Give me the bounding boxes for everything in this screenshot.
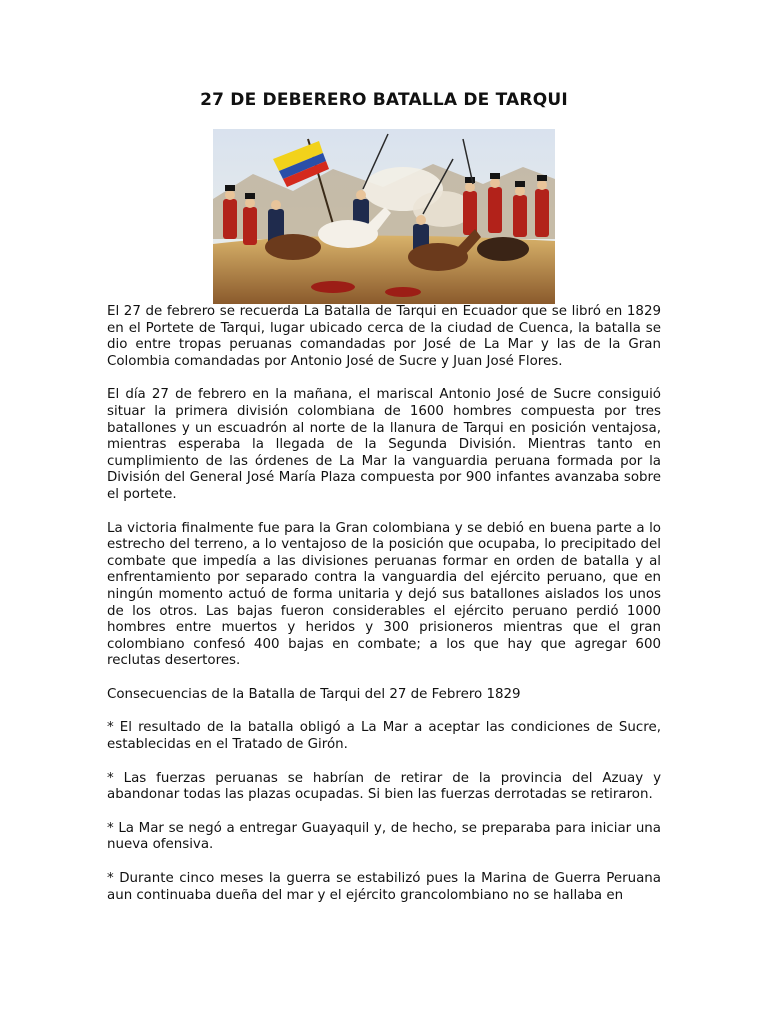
battle-painting bbox=[213, 129, 555, 304]
paragraph-consequence-3: * La Mar se negó a entregar Guayaquil y, de hecho, se preparaba para iniciar una nueva ofensiva. bbox=[107, 820, 661, 853]
document-title: 27 DE DEBERERO BATALLA DE TARQUI bbox=[200, 90, 568, 110]
paragraph-consequence-1: * El resultado de la batalla obligó a La Mar a aceptar las condiciones de Sucre, establecidas en el Tratado de Girón. bbox=[107, 720, 661, 753]
document-body bbox=[107, 304, 661, 921]
battle-painting-illustration bbox=[213, 129, 555, 304]
paragraph-intro: El 27 de febrero se recuerda La Batalla de Tarqui en Ecuador que se libró en 1829 en el Portete de Tarqui, lugar ubicado cerca de la ciudad de Cuenca, la batalla se dio entre tropas peruanas comandadas por José de La Mar y las de la Gran Colombia comandadas por Antonio José de Sucre y Juan José Flores. bbox=[107, 304, 661, 369]
paragraph-consequence-4: * Durante cinco meses la guerra se estabilizó pues la Marina de Guerra Peruana aun continuaba dueña del mar y el ejército grancolombiano no se hallaba en bbox=[107, 871, 661, 903]
paragraph-consequences-heading: Consecuencias de la Batalla de Tarqui del 27 de Febrero 1829 bbox=[107, 686, 521, 702]
paragraph-morning: El día 27 de febrero en la mañana, el mariscal Antonio José de Sucre consiguió situar la primera división colombiana de 1600 hombres compuesta por tres batallones y un escuadrón al norte de la llanura de Tarqui en posición ventajosa, mientras esperaba la llegada de la Segunda División. Mientras tanto en cumplimiento de las órdenes de La Mar la vanguardia peruana formada por la División del General José María Plaza compuesta por 900 infantes avanzaba sobre el portete. bbox=[107, 387, 661, 502]
paragraph-consequence-2: * Las fuerzas peruanas se habrían de retirar de la provincia del Azuay y abandonar todas las plazas ocupadas. Si bien las fuerzas derrotadas se retiraron. bbox=[107, 770, 661, 803]
paragraph-victory: La victoria finalmente fue para la Gran colombiana y se debió en buena parte a lo estrecho del terreno, a lo ventajoso de la posición que ocupaba, lo precipitado del combate que impedía a las divisiones peruanas formar en orden de batalla y al enfrentamiento por separado contra la vanguardia del ejército peruano, que en ningún momento actuó de forma unitaria y dejó sus batallones aislados los unos de los otros. Las bajas fueron considerables el ejército peruano perdió 1000 hombres entre muertos y heridos y 300 prisioneros mientras que el gran colombiano confesó 400 bajas en combate; a los que hay que agregar 600 reclutas desertores. bbox=[107, 520, 661, 669]
